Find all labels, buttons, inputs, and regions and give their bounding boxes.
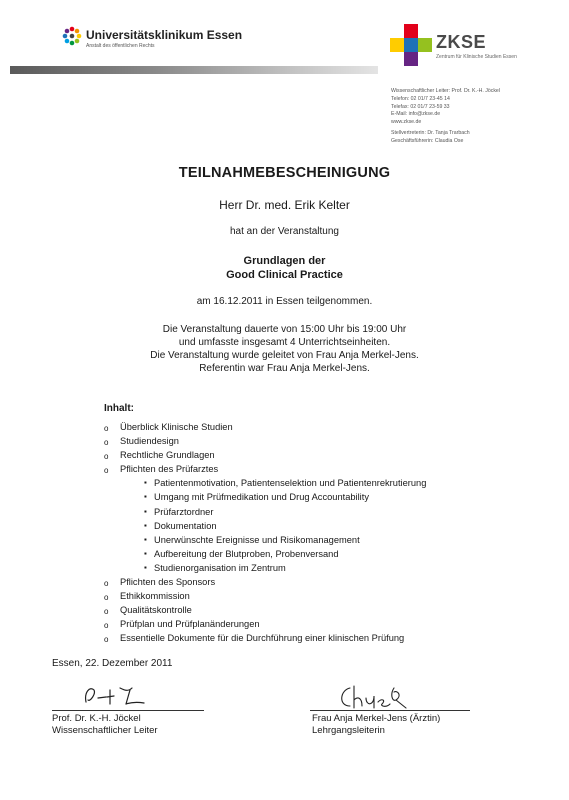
signer-right-role: Lehrgangsleiterin xyxy=(312,725,385,736)
sub-list-item-label: Patientenmotivation, Patientenselektion und Patientenrekrutierung xyxy=(154,478,427,489)
signature-right xyxy=(336,682,410,712)
circle-bullet-icon: o xyxy=(104,635,109,645)
signer-left-name: Prof. Dr. K.-H. Jöckel xyxy=(52,713,141,724)
scan-band xyxy=(10,66,378,74)
square-bullet-icon: ▪ xyxy=(144,506,147,516)
signer-right xyxy=(312,713,440,737)
contact-line: E-Mail: info@zkse.de xyxy=(391,111,441,118)
klinikum-name: Universitätsklinikum Essen xyxy=(86,28,243,42)
list-item xyxy=(104,633,426,647)
sub-list-item-label: Studienorganisation im Zentrum xyxy=(154,562,286,573)
contact-line: Telefax: 02 01/7 23-59 33 xyxy=(391,103,450,110)
circle-bullet-icon: o xyxy=(104,466,109,476)
list-item xyxy=(104,591,426,605)
circle-bullet-icon: o xyxy=(104,424,109,433)
event-info-line: Referentin war Frau Anja Merkel-Jens. xyxy=(199,363,370,374)
list-item xyxy=(104,422,426,436)
circle-bullet-icon: o xyxy=(104,438,109,448)
event-info xyxy=(0,323,569,375)
contact-line: Telefon: 02 01/7 23-45 14 xyxy=(391,95,450,102)
sub-list-item xyxy=(104,507,426,521)
sub-list-item xyxy=(104,521,426,535)
sub-list-item-label: Aufbereitung der Blutproben, Probenversand xyxy=(154,548,339,559)
signer-left-role: Wissenschaftlicher Leiter xyxy=(52,725,158,736)
klinikum-logo-mark xyxy=(62,26,82,46)
list-item-label: Rechtliche Grundlagen xyxy=(120,450,215,461)
course-title xyxy=(0,254,569,282)
zkse-subtitle: Zentrum für Klinische Studien Essen xyxy=(436,54,517,60)
event-info-line: Die Veranstaltung dauerte von 15:00 Uhr bis 19:00 Uhr xyxy=(162,324,407,335)
list-item-label: Pflichten des Prüfarztes xyxy=(120,464,219,475)
list-item xyxy=(104,605,426,619)
square-bullet-icon: ▪ xyxy=(144,562,147,572)
zkse-name: ZKSE xyxy=(436,32,487,52)
list-item xyxy=(104,619,426,633)
list-item-label: Prüfplan und Prüfplanänderungen xyxy=(120,619,260,630)
circle-bullet-icon: o xyxy=(104,607,109,617)
contact-block xyxy=(391,88,561,146)
sub-list-item xyxy=(104,492,426,506)
sub-list-item xyxy=(104,535,426,549)
circle-bullet-icon: o xyxy=(104,621,109,631)
circle-bullet-icon: o xyxy=(104,579,109,589)
signer-right-name: Frau Anja Merkel-Jens (Ärztin) xyxy=(312,713,441,724)
square-bullet-icon: ▪ xyxy=(144,492,147,502)
intro-text: hat an der Veranstaltung xyxy=(230,226,339,237)
contact-line: www.zkse.de xyxy=(391,119,422,126)
course-title-line: Grundlagen der xyxy=(243,255,326,267)
contact-line: Geschäftsführerin: Claudia Ose xyxy=(391,137,464,144)
signature-left xyxy=(80,680,150,710)
contents-list xyxy=(104,422,426,648)
circle-bullet-icon: o xyxy=(104,452,109,462)
square-bullet-icon: ▪ xyxy=(144,534,147,544)
sub-list-item xyxy=(104,563,426,577)
square-bullet-icon: ▪ xyxy=(144,478,147,488)
sub-list-item-label: Prüfarztordner xyxy=(154,506,214,517)
sub-list-item-label: Unerwünschte Ereignisse und Risikomanagement xyxy=(154,534,360,545)
circle-bullet-icon: o xyxy=(104,593,109,603)
square-bullet-icon: ▪ xyxy=(144,520,147,530)
list-item-label: Pflichten des Sponsors xyxy=(120,577,216,588)
sub-list-item-label: Umgang mit Prüfmedikation und Drug Accountability xyxy=(154,492,369,503)
contents-heading: Inhalt: xyxy=(104,403,134,414)
list-item xyxy=(104,577,426,591)
signature-line-left xyxy=(52,710,204,711)
signer-left xyxy=(52,713,158,737)
sub-list-item-label: Dokumentation xyxy=(154,520,217,531)
sub-list-item xyxy=(104,549,426,563)
klinikum-subtitle: Anstalt des öffentlichen Rechts xyxy=(86,43,155,49)
event-info-line: Die Veranstaltung wurde geleitet von Frau Anja Merkel-Jens. xyxy=(150,350,419,361)
signature-line-right xyxy=(310,710,470,711)
course-title-line: Good Clinical Practice xyxy=(226,269,343,281)
contact-line: Stellvertreterin: Dr. Tanja Trarbach xyxy=(391,129,470,136)
recipient-name: Herr Dr. med. Erik Kelter xyxy=(219,198,350,212)
list-item xyxy=(104,436,426,450)
list-item xyxy=(104,464,426,478)
place-date: Essen, 22. Dezember 2011 xyxy=(52,658,173,669)
square-bullet-icon: ▪ xyxy=(144,548,147,558)
event-info-line: und umfasste insgesamt 4 Unterrichtseinheiten. xyxy=(178,337,391,348)
list-item-label: Ethikkommission xyxy=(120,591,190,602)
list-item-label: Überblick Klinische Studien xyxy=(120,422,233,432)
list-item-label: Studiendesign xyxy=(120,436,179,447)
attendance-date: am 16.12.2011 in Essen teilgenommen. xyxy=(196,296,373,307)
sub-list-item xyxy=(104,478,426,492)
list-item-label: Qualitätskontrolle xyxy=(120,605,192,616)
list-item xyxy=(104,450,426,464)
certificate-title: TEILNAHMEBESCHEINIGUNG xyxy=(178,165,391,181)
zkse-logo-mark xyxy=(390,24,432,66)
list-item-label: Essentielle Dokumente für die Durchführung einer klinischen Prüfung xyxy=(120,633,405,644)
contact-line: Wissenschaftlicher Leiter: Prof. Dr. K.-H. Jöckel xyxy=(391,88,500,94)
